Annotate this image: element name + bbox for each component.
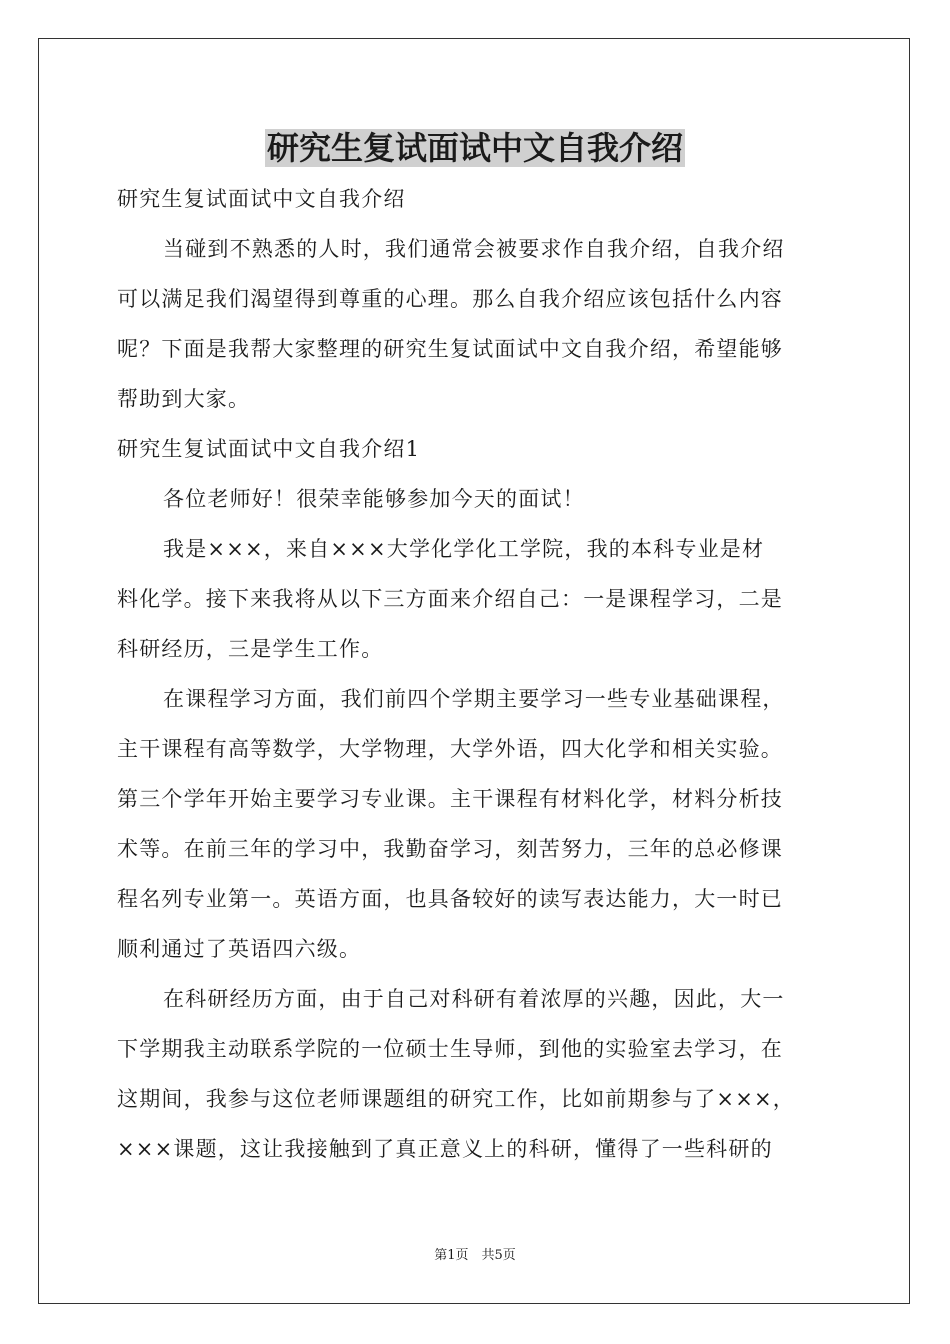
paragraph-line: 主干课程有高等数学，大学物理，大学外语，四大化学和相关实验。 [117, 737, 783, 761]
paragraph-line: 各位老师好！很荣幸能够参加今天的面试！ [163, 487, 585, 511]
paragraph-line: 在科研经历方面，由于自己对科研有着浓厚的兴趣，因此，大一 [163, 987, 785, 1011]
paragraph-line: 帮助到大家。 [117, 387, 251, 411]
paragraph-line: 在课程学习方面，我们前四个学期主要学习一些专业基础课程， [163, 687, 785, 711]
paragraph-line: 顺利通过了英语四六级。 [117, 937, 362, 961]
paragraph-line: 这期间，我参与这位老师课题组的研究工作，比如前期参与了×××， [117, 1087, 795, 1111]
paragraph-line: 术等。在前三年的学习中，我勤奋学习，刻苦努力，三年的总必修课 [117, 837, 783, 861]
paragraph-line: 下学期我主动联系学院的一位硕士生导师，到他的实验室去学习，在 [117, 1037, 783, 1061]
paragraph-line: 呢？下面是我帮大家整理的研究生复试面试中文自我介绍，希望能够 [117, 337, 783, 361]
paragraph-line: 程名列专业第一。英语方面，也具备较好的读写表达能力，大一时已 [117, 887, 783, 911]
paragraph-line: 当碰到不熟悉的人时，我们通常会被要求作自我介绍，自我介绍 [163, 237, 785, 261]
paragraph-line: 可以满足我们渴望得到尊重的心理。那么自我介绍应该包括什么内容 [117, 287, 783, 311]
paragraph-line: 第三个学年开始主要学习专业课。主干课程有材料化学，材料分析技 [117, 787, 783, 811]
paragraph-line: 科研经历，三是学生工作。 [117, 637, 384, 661]
document-title-text: 研究生复试面试中文自我介绍 [266, 129, 683, 167]
page-border [38, 38, 910, 1304]
section-heading: 研究生复试面试中文自我介绍1 [117, 437, 421, 461]
document-subtitle: 研究生复试面试中文自我介绍 [117, 187, 406, 211]
paragraph-line: 我是×××，来自×××大学化学化工学院，我的本科专业是材 [163, 537, 765, 561]
page-number: 第1页 共5页 [434, 1248, 516, 1263]
document-title [0, 126, 950, 170]
paragraph-line: 料化学。接下来我将从以下三方面来介绍自己：一是课程学习，二是 [117, 587, 783, 611]
paragraph-line: ×××课题，这让我接触到了真正意义上的科研，懂得了一些科研的 [117, 1137, 773, 1161]
